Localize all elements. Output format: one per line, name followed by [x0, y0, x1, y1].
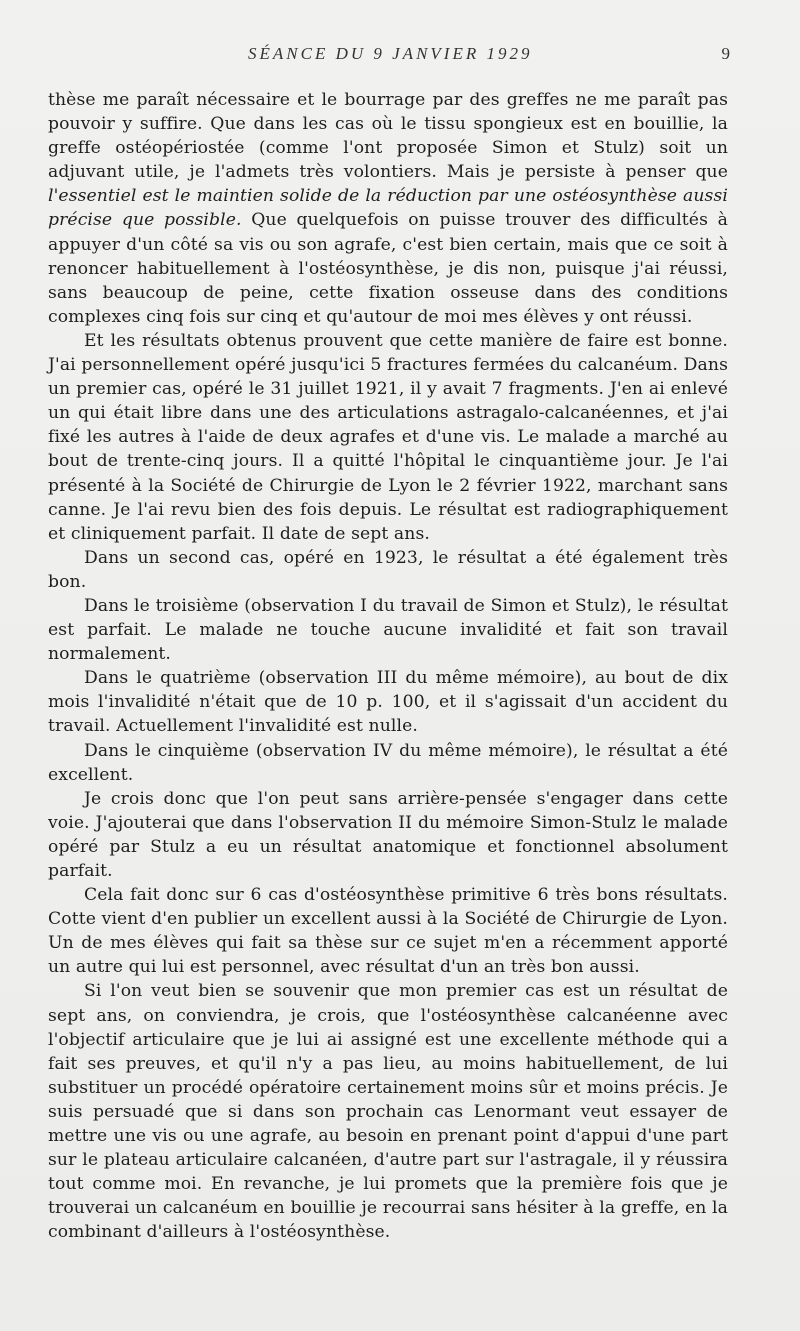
paragraph: Dans le cinquième (observation IV du même mémoire), le résultat a été excellent. — [48, 740, 728, 785]
paragraph: Et les résultats obtenus prouvent que cette manière de faire est bonne. J'ai personnellement opéré jusqu'ici 5 fractures fermées du calcanéum. Dans un premier cas, opéré le 31 juillet 1921, il y avait 7 fragments. J'en ai enlevé un qui était libre dans une des articulations astragalo-calcanéennes, et j'ai fixé les autres à l'aide de deux agrafes et d'une vis. Le malade a marché au bout de trente-cinq jours. Il a quitté l'hôpital le cinquantième jour. Je l'ai présenté à la Société de Chirurgie de Lyon le 2 février 1922, marchant sans canne. Je l'ai revu bien des fois depuis. Le résultat est radiographiquement et cliniquement parfait. Il date de sept ans. — [48, 330, 728, 544]
paragraph: Cela fait donc sur 6 cas d'ostéosynthèse primitive 6 très bons résultats. Cotte vient d'en publier un excellent aussi à la Société de Chirurgie de Lyon. Un de mes élèves qui fait sa thèse sur ce sujet m'en a récemment apporté un autre qui lui est personnel, avec résultat d'un an très bon aussi. — [48, 885, 728, 978]
running-head: SÉANCE DU 9 JANVIER 1929 — [248, 44, 533, 63]
paragraph: thèse me paraît nécessaire et le bourrage par des greffes ne me paraît pas pouvoir y suffire. Que dans les cas où le tissu spongieux est en bouillie, la greffe ostéopériostée (comme l'ont proposée Simon et Stulz) soit un adjuvant utile, je l'admets très volontiers. Mais je persiste à penser que l'essentiel est le maintien solide de la réduction par une ostéosynthèse aussi précise que possible. Que quelquefois on puisse trouver des difficultés à appuyer d'un côté sa vis ou son agrafe, c'est bien certain, mais que ce soit à renoncer habituellement à l'ostéosynthèse, je dis non, puisque j'ai réussi, sans beaucoup de peine, cette fixation osseuse dans des conditions complexes cinq fois sur cinq et qu'autour de moi mes élèves y ont réussi. — [48, 90, 728, 327]
paragraph: Dans le quatrième (observation III du même mémoire), au bout de dix mois l'invalidité n'était que de 10 p. 100, et il s'agissait d'un accident du travail. Actuellement l'invalidité est nulle. — [48, 668, 728, 737]
paragraph: Je crois donc que l'on peut sans arrière-pensée s'engager dans cette voie. J'ajouterai que dans l'observation II du mémoire Simon-Stulz le malade opéré par Stulz a eu un résultat anatomique et fonctionnel absolument parfait. — [48, 788, 728, 881]
paragraph: Dans un second cas, opéré en 1923, le résultat a été également très bon. — [48, 547, 728, 592]
italic-emphasis: l'essentiel est le maintien solide de la réduction par une ostéosynthèse aussi précise que possible. — [48, 186, 728, 231]
page-header — [48, 44, 728, 68]
paragraph: Dans le troisième (observation I du travail de Simon et Stulz), le résultat est parfait. Le malade ne touche aucune invalidité et fait son travail normalement. — [48, 595, 728, 665]
paragraph: Si l'on veut bien se souvenir que mon premier cas est un résultat de sept ans, on conviendra, je crois, que l'ostéosynthèse calcanéenne avec l'objectif articulaire que je lui ai assigné est une excellente méthode qui a fait ses preuves, et qu'il n'y a pas lieu, au moins habituellement, de lui substituer un procédé opératoire certainement moins sûr et moins précis. Je suis persuadé que si dans son prochain cas Lenormant veut essayer de mettre une vis ou une agrafe, au besoin en prenant point d'appui d'une part sur le plateau articulaire calcanéen, d'autre part sur l'astragale, il y réussira tout comme moi. En revanche, je lui promets que la première fois que je trouverai un calcanéum en bouillie je recourrai sans hésiter à la greffe, en la combinant d'ailleurs à l'ostéosynthèse. — [48, 981, 728, 1243]
body-text — [48, 88, 728, 1245]
page-number: 9 — [721, 44, 730, 63]
